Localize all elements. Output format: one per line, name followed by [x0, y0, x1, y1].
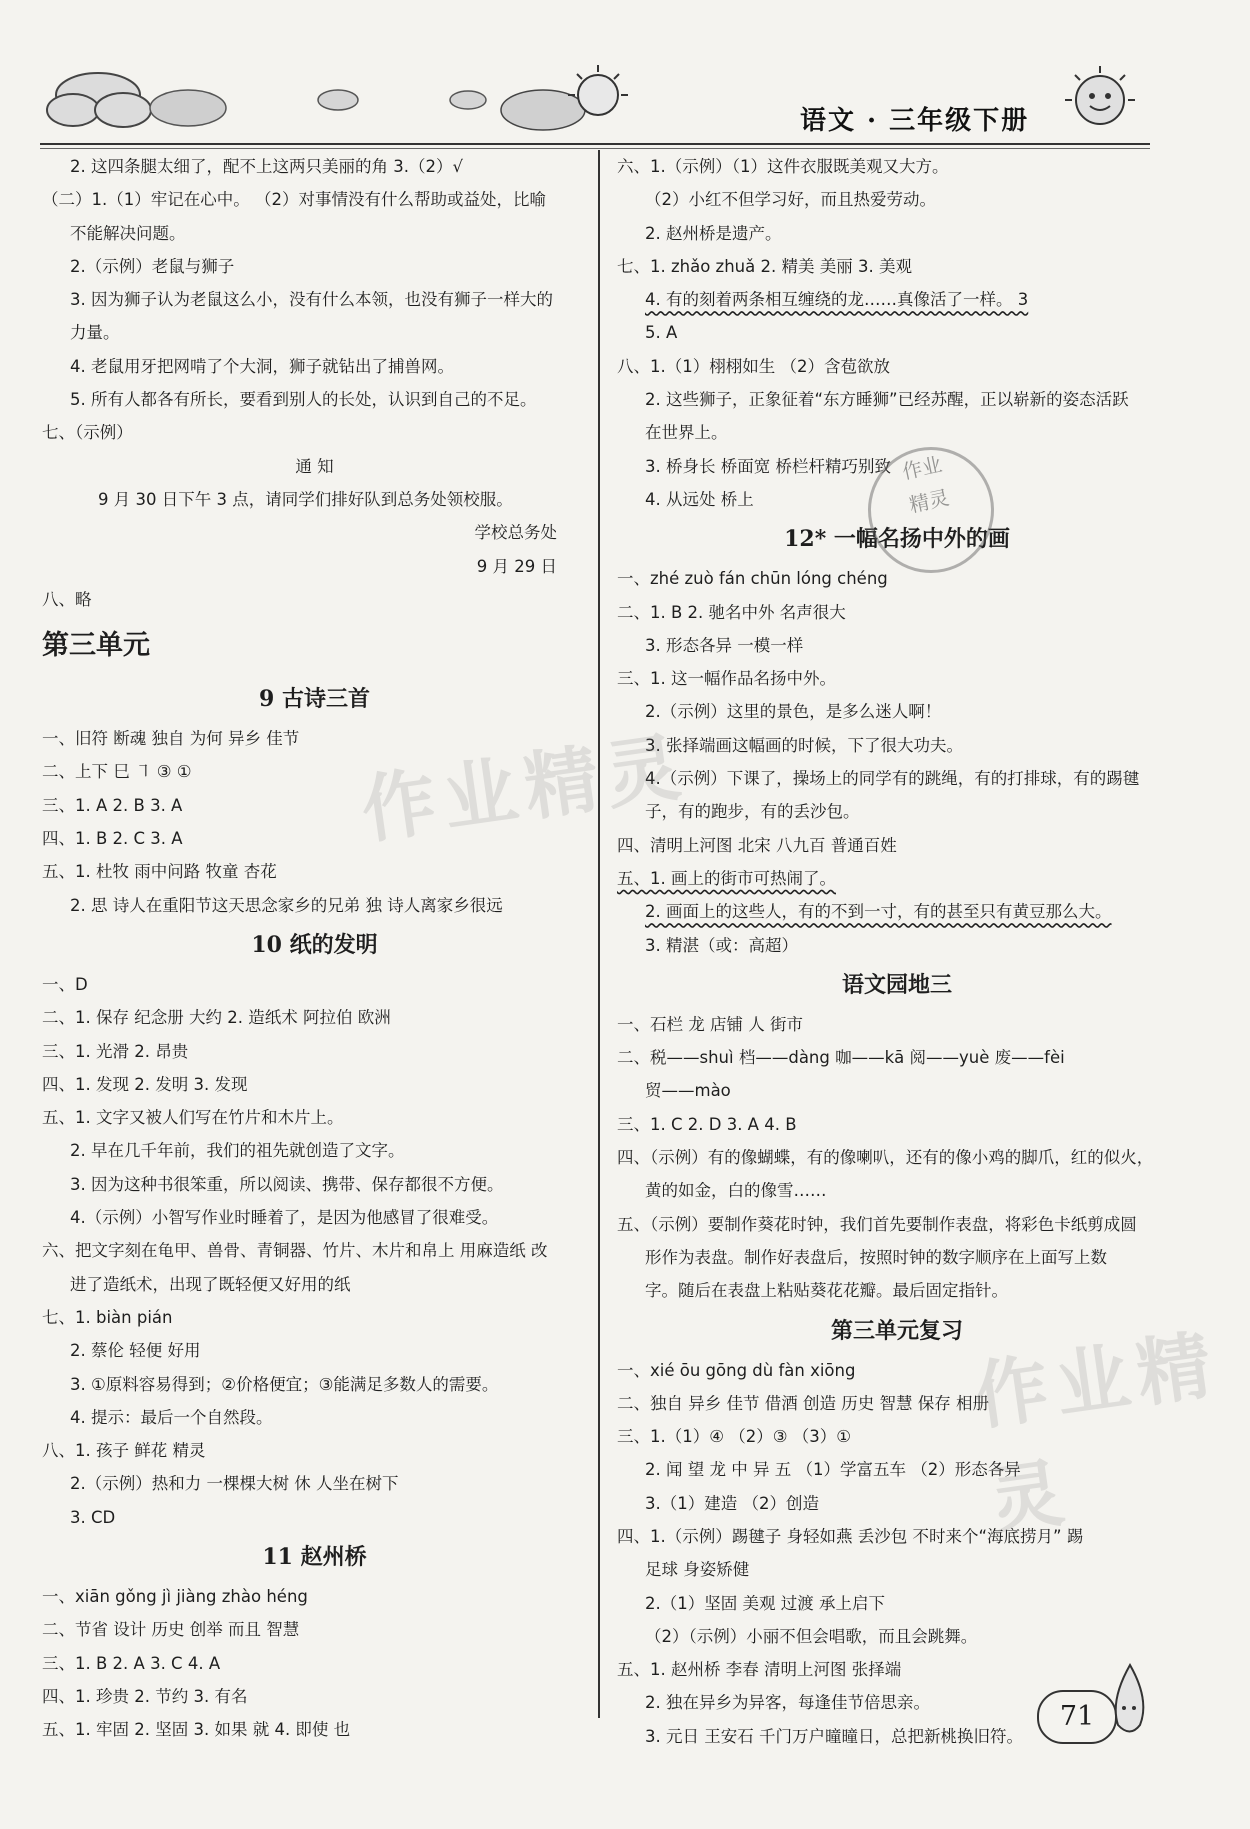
lesson-heading: 10 纸的发明 — [251, 931, 378, 958]
answer-line: 二、税——shuì 档——dàng 咖——kā 阅——yuè 废——fèi — [617, 1048, 1065, 1068]
answer-line: 一、xié ōu gōng dù fàn xiōng — [617, 1360, 856, 1380]
answer-line: 六、1.（示例）（1）这件衣服既美观又大方。 — [617, 157, 949, 176]
unit-heading: 第三单元 — [42, 630, 150, 662]
answer-line: 2. 闻 望 龙 中 异 五 （1）学富五车 （2）形态各异 — [645, 1460, 1021, 1480]
answer-line: 五、1. 牢固 2. 坚固 3. 如果 就 4. 即使 也 — [42, 1720, 351, 1740]
answer-line: 六、把文字刻在龟甲、兽骨、青铜器、竹片、木片和帛上 用麻造纸 改 — [42, 1241, 548, 1261]
answer-line: 一、zhé zuò fán chūn lóng chéng — [617, 569, 888, 589]
answer-line: 七、1. biàn pián — [42, 1307, 173, 1327]
answer-line: 字。随后在表盘上粘贴葵花花瓣。最后固定指针。 — [645, 1281, 1008, 1301]
answer-line: 三、1. 光滑 2. 昂贵 — [42, 1041, 189, 1061]
answer-line: 3. 因为这种书很笨重，所以阅读、携带、保存都很不方便。 — [70, 1174, 504, 1194]
sun-icon — [1065, 66, 1135, 124]
left-column — [42, 150, 587, 1746]
lesson-heading: 语文园地三 — [841, 971, 952, 998]
answer-line: 2. 赵州桥是遗产。 — [645, 223, 782, 243]
header-banner — [38, 60, 1248, 150]
answer-line: 五、1. 杜牧 雨中问路 牧童 杏花 — [42, 862, 277, 882]
answer-line: 一、石栏 龙 店铺 人 街市 — [617, 1014, 803, 1034]
answer-line: 二、1. 保存 纪念册 大约 2. 造纸术 阿拉伯 欧洲 — [42, 1008, 391, 1028]
answer-line: （二）1.（1）牢记在心中。 （2）对事情没有什么帮助或益处，比喻 — [42, 190, 546, 210]
answer-line: 2. 早在几千年前，我们的祖先就创造了文字。 — [70, 1141, 405, 1161]
answer-line: 3. 桥身长 桥面宽 桥栏杆精巧别致 — [645, 456, 891, 476]
answer-line: 黄的如金，白的像雪…… — [645, 1181, 827, 1201]
watermark: 作业精灵 — [356, 723, 694, 855]
answer-line: 9 月 29 日 — [476, 556, 557, 576]
answer-line: 4. 提示：最后一个自然段。 — [70, 1407, 273, 1427]
answer-line: 八、1.（1）栩栩如生 （2）含苞欲放 — [617, 356, 890, 376]
answer-line: 4.（示例）下课了，操场上的同学有的跳绳，有的打排球，有的踢毽 — [645, 769, 1140, 789]
answer-line: 4. 老鼠用牙把网啃了个大洞，狮子就钻出了捕兽网。 — [70, 356, 454, 376]
answer-line: 2. 这四条腿太细了，配不上这两只美丽的角 3.（2）√ — [70, 157, 463, 176]
answer-line: 4. 从远处 桥上 — [645, 489, 754, 509]
answer-line: 七、（示例） — [42, 423, 133, 443]
column-divider — [598, 150, 600, 1718]
answer-line: 四、1.（示例）踢毽子 身轻如燕 丢沙包 不时来个“海底捞月” 踢 — [617, 1526, 1084, 1546]
mascot-icon — [1100, 1660, 1160, 1740]
answer-line: 三、1. 这一幅作品名扬中外。 — [617, 669, 836, 689]
stamp-text: 作业 — [900, 452, 945, 484]
lesson-heading: 9 古诗三首 — [259, 686, 370, 713]
answer-line: 2.（示例）这里的景色，是多么迷人啊！ — [645, 702, 942, 722]
lesson-heading: 第三单元复习 — [830, 1317, 963, 1344]
answer-line: 2.（示例）老鼠与狮子 — [70, 256, 235, 276]
answer-line: 力量。 — [70, 323, 120, 343]
answer-line: 通 知 — [295, 456, 334, 476]
answer-line: 3. 精湛（或：高超） — [645, 935, 798, 955]
answer-line: 贸——mào — [645, 1081, 731, 1101]
answer-line: 一、D — [42, 974, 88, 994]
answer-line: 一、xiān gǒng jì jiàng zhào héng — [42, 1586, 308, 1606]
answer-line: 八、1. 孩子 鲜花 精灵 — [42, 1441, 206, 1461]
answer-line: 四、（示例）有的像蝴蝶，有的像喇叭，还有的像小鸡的脚爪，红的似火， — [617, 1148, 1154, 1168]
header-title: 语文 · 三年级下册 — [800, 106, 1030, 136]
answer-line: 五、1. 画上的街市可热闹了。 — [617, 868, 836, 888]
answer-line: 形作为表盘。制作好表盘后，按照时钟的数字顺序在上面写上数 — [645, 1247, 1107, 1267]
answer-line: 在世界上。 — [645, 423, 728, 443]
answer-line: 2. 画面上的这些人，有的不到一寸，有的甚至只有黄豆那么大。 — [645, 902, 1112, 922]
answer-line: 七、1. zhǎo zhuǎ 2. 精美 美丽 3. 美观 — [617, 256, 912, 276]
answer-line: 2. 蔡伦 轻便 好用 — [70, 1341, 201, 1361]
cloud-icon — [47, 73, 151, 127]
answer-line: 3. 形态各异 一模一样 — [645, 635, 804, 655]
answer-line: 3.（1）建造 （2）创造 — [645, 1493, 819, 1513]
lesson-heading: 12* 一幅名扬中外的画 — [784, 526, 1010, 553]
answer-line: 3. 张择端画这幅画的时候，下了很大功夫。 — [645, 735, 963, 755]
answer-line: 五、1. 赵州桥 李春 清明上河图 张择端 — [617, 1660, 902, 1680]
answer-line: 学校总务处 — [474, 523, 557, 543]
answer-line: 四、1. B 2. C 3. A — [42, 829, 183, 849]
page-number: 71 — [1037, 1690, 1117, 1744]
answer-line: 2. 思 诗人在重阳节这天思念家乡的兄弟 独 诗人离家乡很远 — [70, 895, 503, 915]
answer-line: 3. CD — [70, 1507, 116, 1527]
answer-line: 一、旧符 断魂 独自 为何 异乡 佳节 — [42, 729, 300, 749]
answer-line: 足球 身姿矫健 — [645, 1560, 750, 1580]
answer-line: 三、1. C 2. D 3. A 4. B — [617, 1114, 797, 1134]
answer-line: 5. 所有人都各有所长，要看到别人的长处，认识到自己的不足。 — [70, 390, 537, 410]
answer-line: 4. 有的刻着两条相互缠绕的龙……真像活了一样。 3 — [645, 290, 1029, 310]
answer-line: 八、略 — [42, 589, 92, 609]
answer-line: 五、（示例）要制作葵花时钟，我们首先要制作表盘，将彩色卡纸剪成圆 — [617, 1214, 1137, 1234]
answer-line: 四、清明上河图 北宋 八九百 普通百姓 — [617, 835, 897, 855]
watermark: 作业精灵 — [968, 1321, 1225, 1546]
answer-line: 2. 独在异乡为异客，每逢佳节倍思亲。 — [645, 1693, 930, 1713]
answer-line: 5. A — [645, 323, 678, 343]
answer-line: 4.（示例）小智写作业时睡着了，是因为他感冒了很难受。 — [70, 1208, 499, 1228]
cloud-icon — [150, 90, 226, 126]
header-rule — [40, 143, 1150, 145]
answer-line: 9 月 30 日下午 3 点，请同学们排好队到总务处领校服。 — [98, 489, 513, 509]
answer-line: 二、节省 设计 历史 创举 而且 智慧 — [42, 1620, 300, 1640]
answer-line: 3. 因为狮子认为老鼠这么小，没有什么本领，也没有狮子一样大的 — [70, 290, 553, 310]
answer-line: 五、1. 文字又被人们写在竹片和木片上。 — [42, 1108, 344, 1128]
answer-line: 2. 这些狮子，正象征着“东方睡狮”已经苏醒，正以崭新的姿态活跃 — [645, 390, 1129, 410]
answer-line: 四、1. 发现 2. 发明 3. 发现 — [42, 1074, 248, 1094]
answer-line: 2.（示例）热和力 一棵棵大树 休 人坐在树下 — [70, 1474, 399, 1494]
answer-line: 三、1.（1）④ （2）③ （3）① — [617, 1427, 852, 1447]
stamp-text: 精灵 — [907, 485, 952, 518]
header-rule — [40, 148, 1150, 149]
answer-line: （2）（示例）小丽不但会唱歌，而且会跳舞。 — [645, 1626, 978, 1646]
cloud-icon — [318, 90, 358, 110]
answer-line: 二、上下 巳 ㇕ ③ ① — [42, 762, 192, 782]
answer-line: 2.（1）坚固 美观 过渡 承上启下 — [645, 1593, 885, 1613]
answer-line: 子，有的跑步，有的丢沙包。 — [645, 802, 860, 822]
answer-line: 三、1. A 2. B 3. A — [42, 795, 183, 815]
answer-line: 3. 元日 王安石 千门万户曈曈日，总把新桃换旧符。 — [645, 1726, 1023, 1746]
answer-line: 二、1. B 2. 驰名中外 名声很大 — [617, 602, 846, 622]
cloud-icon — [450, 91, 486, 109]
lesson-heading: 11 赵州桥 — [262, 1543, 367, 1570]
answer-line: （2）小红不但学习好，而且热爱劳动。 — [645, 190, 936, 210]
answer-line: 三、1. B 2. A 3. C 4. A — [42, 1653, 221, 1673]
answer-line: 进了造纸术，出现了既轻便又好用的纸 — [70, 1274, 351, 1294]
answer-line: 3. ①原料容易得到；②价格便宜；③能满足多数人的需要。 — [70, 1374, 499, 1394]
answer-line: 不能解决问题。 — [70, 223, 186, 243]
answer-line: 四、1. 珍贵 2. 节约 3. 有名 — [42, 1686, 248, 1706]
answer-line: 二、独自 异乡 佳节 借酒 创造 历史 智慧 保存 相册 — [617, 1393, 989, 1413]
